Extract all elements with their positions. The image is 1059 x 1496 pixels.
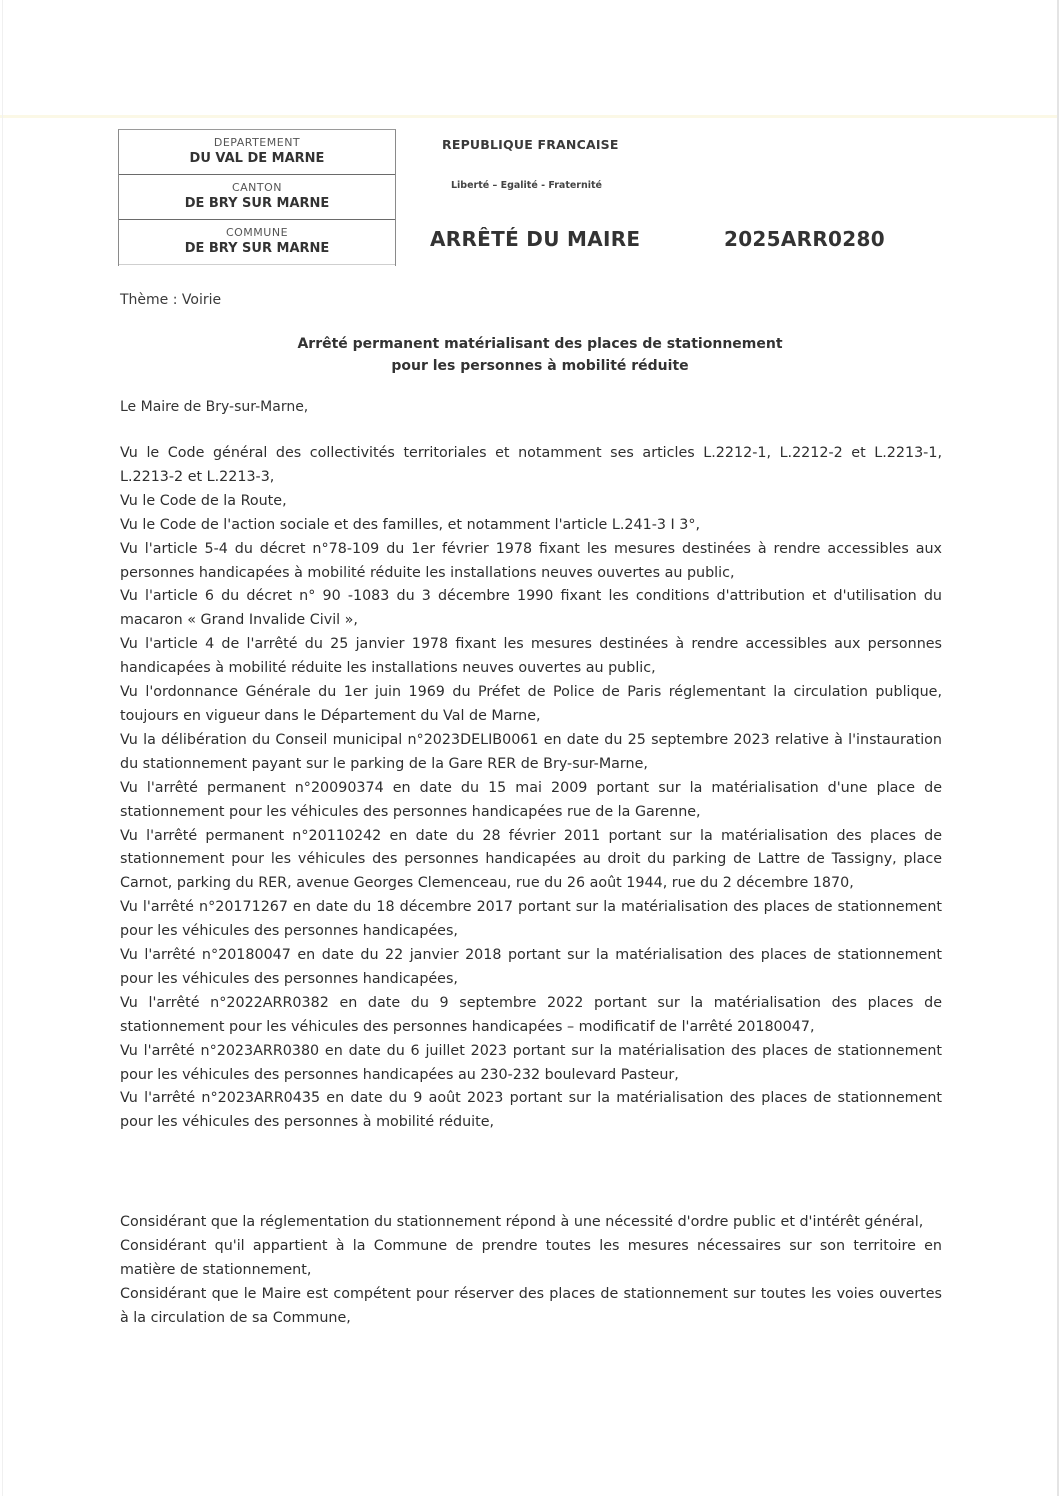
theme-label: Thème : Voirie (120, 292, 222, 308)
admin-label: CANTON (231, 181, 283, 194)
visa-paragraph: Vu l'article 5-4 du décret n°78-109 du 1er février 1978 fixant les mesures destinées à rendre accessibles aux personnes handicapées à mobilité réduite les installations neuves ouvertes au public, (120, 540, 942, 581)
arrete-number: 2025ARR0280 (724, 227, 885, 251)
maire-intro: Le Maire de Bry-sur-Marne, (120, 399, 309, 415)
visa-paragraph: Vu l'article 4 de l'arrêté du 25 janvier 1978 fixant les mesures destinées à rendre accessibles aux personnes handicapées à mobilité réduite les installations neuves ouvertes au public, (120, 636, 942, 677)
visa-paragraph: Vu le Code de l'action sociale et des familles, et notamment l'article L.241-3 I 3°, (120, 516, 701, 533)
admin-value: DE BRY SUR MARNE (184, 241, 330, 256)
visa-paragraph: Vu le Code de la Route, (120, 492, 287, 509)
national-motto: Liberté – Egalité - Fraternité (451, 180, 602, 191)
republique-heading: REPUBLIQUE FRANCAISE (442, 137, 619, 152)
administrative-box (118, 129, 396, 266)
admin-value: DE BRY SUR MARNE (184, 196, 330, 211)
admin-label: COMMUNE (225, 226, 289, 239)
scan-artifact-line (0, 115, 1059, 118)
visa-paragraph: Vu l'arrêté permanent n°20110242 en date du 28 février 2011 portant sur la matérialisation des places de stationnement pour les véhicules des personnes handicapées au droit du parking de Lattre de Tassigny, place Carnot, parking du RER, avenue Georges Clemenceau, rue du 26 août 1944, rue du 2 décembre 1870, (120, 827, 942, 892)
visa-paragraph: Vu l'arrêté n°20171267 en date du 18 décembre 2017 portant sur la matérialisation des places de stationnement pour les véhicules des personnes handicapées, (120, 899, 942, 940)
considerant-paragraph: Considérant que le Maire est compétent pour réserver des places de stationnement sur toutes les voies ouvertes à la circulation de sa Commune, (120, 1285, 942, 1326)
arrete-title: ARRÊTÉ DU MAIRE (430, 227, 641, 251)
considerants-section (120, 1211, 942, 1331)
admin-cell-commune (119, 220, 395, 265)
visa-paragraph: Vu l'arrêté n°2023ARR0380 en date du 6 juillet 2023 portant sur la matérialisation des places de stationnement pour les véhicules des personnes handicapées au 230-232 boulevard Pasteur, (120, 1042, 942, 1083)
admin-value: DU VAL DE MARNE (189, 151, 325, 166)
visa-paragraph: Vu l'article 6 du décret n° 90 -1083 du 3 décembre 1990 fixant les conditions d'attribution et d'utilisation du macaron « Grand Invalide Civil », (120, 588, 942, 629)
considerant-paragraph: Considérant qu'il appartient à la Commune de prendre toutes les mesures nécessaires sur son territoire en matière de stationnement, (120, 1237, 942, 1278)
visa-paragraph: Vu l'ordonnance Générale du 1er juin 1969 du Préfet de Police de Paris réglementant la circulation publique, toujours en vigueur dans le Département du Val de Marne, (120, 684, 942, 724)
admin-label: DEPARTEMENT (213, 136, 301, 149)
visa-paragraph: Vu l'arrêté permanent n°20090374 en date du 15 mai 2009 portant sur la matérialisation d'une place de stationnement pour les véhicules des personnes handicapées rue de la Garenne, (120, 779, 942, 820)
document-title-line-1: Arrêté permanent matérialisant des places de stationnement (297, 336, 783, 352)
visa-paragraph: Vu l'arrêté n°20180047 en date du 22 janvier 2018 portant sur la matérialisation des places de stationnement pour les véhicules des personnes handicapées, (120, 947, 942, 987)
admin-cell-canton (119, 175, 395, 220)
considerant-paragraph: Considérant que la réglementation du stationnement répond à une nécessité d'ordre public et d'intérêt général, (120, 1214, 924, 1230)
document-title (120, 333, 960, 377)
visa-paragraph: Vu l'arrêté n°2022ARR0382 en date du 9 septembre 2022 portant sur la matérialisation des places de stationnement pour les véhicules des personnes handicapées – modificatif de l'arrêté 20180047, (120, 994, 942, 1035)
document-title-line-2: pour les personnes à mobilité réduite (391, 358, 689, 374)
visa-paragraph: Vu l'arrêté n°2023ARR0435 en date du 9 août 2023 portant sur la matérialisation des places de stationnement pour les véhicules des personnes à mobilité réduite, (120, 1090, 942, 1131)
page-edge-left (2, 0, 3, 1496)
admin-cell-departement (119, 130, 395, 175)
visas-section (120, 442, 942, 1135)
visa-paragraph: Vu la délibération du Conseil municipal n°2023DELIB0061 en date du 25 septembre 2023 relative à l'instauration du stationnement payant sur le parking de la Gare RER de Bry-sur-Marne, (120, 731, 942, 772)
visa-paragraph: Vu le Code général des collectivités territoriales et notamment ses articles L.2212-1, L.2212-2 et L.2213-1, L.2213-2 et L.2213-3, (120, 445, 942, 485)
